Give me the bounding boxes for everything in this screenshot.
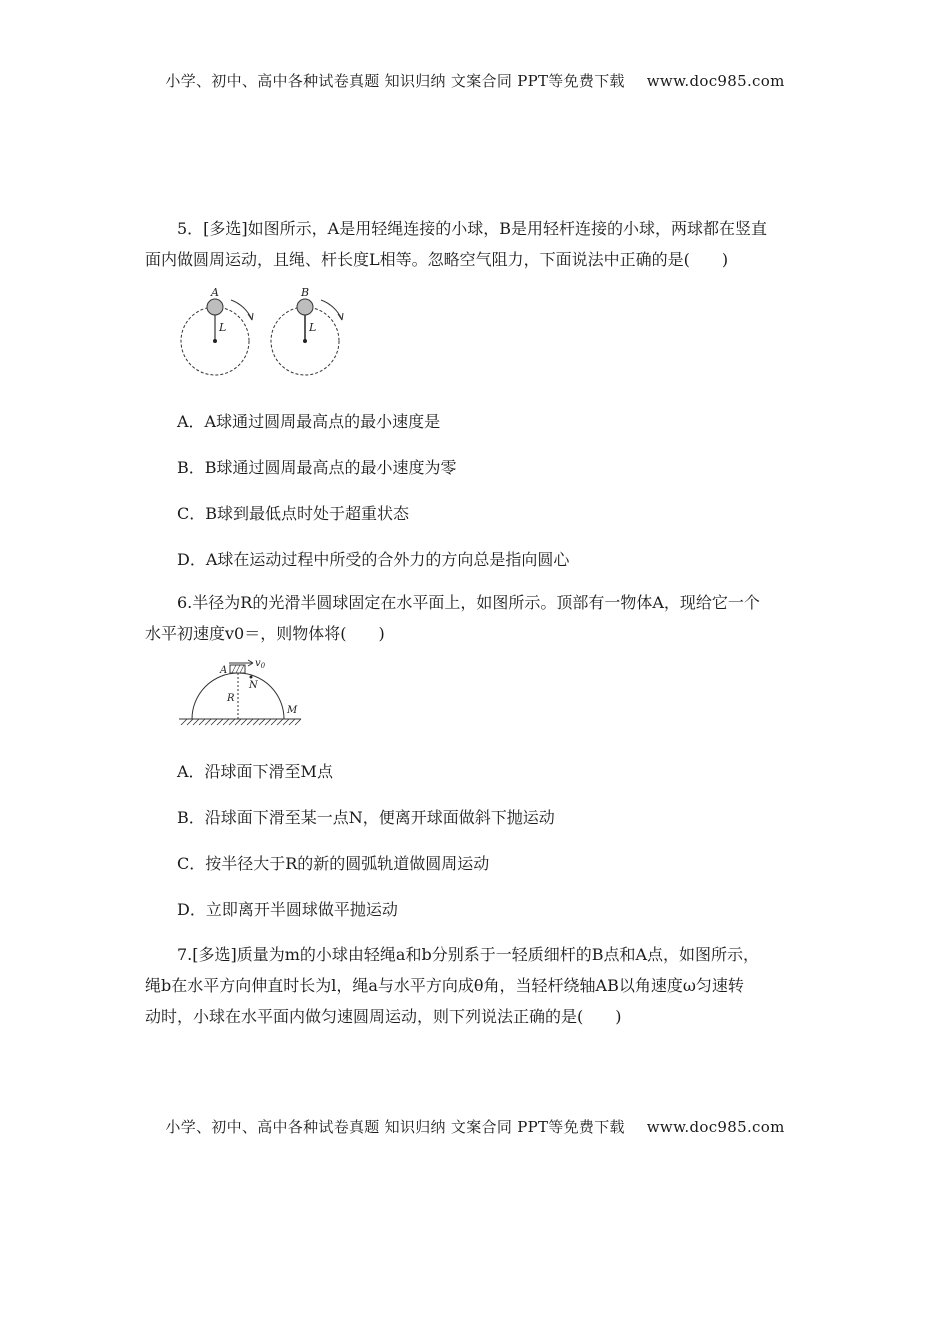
q5-ball-a [207, 299, 223, 315]
q7-line2: 绳b在水平方向伸直时长为l，绳a与水平方向成θ角，当轻杆绕轴AB以角速度ω匀速转 [145, 976, 744, 995]
q5-label-l-a: L [219, 321, 227, 334]
q6-point-n [250, 676, 253, 679]
q6-ground-hatch [181, 719, 301, 725]
q6-figure [179, 655, 319, 735]
q6-label-a: A [220, 665, 228, 676]
footer-text: 小学、初中、高中各种试卷真题 知识归纳 文案合同 PPT等免费下载 [165, 1118, 625, 1136]
q5-option-a: A．A球通过圆周最高点的最小速度是 [177, 412, 441, 431]
q6-option-a: A．沿球面下滑至M点 [177, 762, 333, 781]
q6-option-c: C．按半径大于R的新的圆弧轨道做圆周运动 [177, 854, 490, 873]
q5-option-c: C．B球到最低点时处于超重状态 [177, 504, 410, 523]
question-content [145, 213, 810, 1032]
q6-label-r: R [227, 693, 235, 704]
q5-label-b: B [301, 287, 310, 299]
q6-label-v0: $v_0$ [255, 658, 266, 670]
q5-ball-b [297, 299, 313, 315]
q5-option-b: B．B球通过圆周最高点的最小速度为零 [177, 458, 457, 477]
q6-line2: 水平初速度v0＝，则物体将( ) [145, 624, 385, 643]
footer-url: www.doc985.com [646, 1118, 785, 1136]
q6-label-m: M [287, 705, 298, 716]
q6-block-a [230, 665, 245, 673]
header-url: www.doc985.com [646, 72, 785, 90]
q5-figure [175, 287, 395, 387]
q5-arrow-b [321, 300, 342, 320]
q5-line2: 面内做圆周运动，且绳、杆长度L相等。忽略空气阻力，下面说法中正确的是( ) [145, 250, 729, 269]
q6-option-b: B．沿球面下滑至某一点N，便离开球面做斜下抛运动 [177, 808, 555, 827]
q7-line1: 7.[多选]质量为m的小球由轻绳a和b分别系于一轻质细杆的B点和A点，如图所示， [177, 945, 760, 964]
header-text: 小学、初中、高中各种试卷真题 知识归纳 文案合同 PPT等免费下载 [165, 72, 625, 90]
page-header [0, 70, 950, 91]
q5-line1: 5．[多选]如图所示，A是用轻绳连接的小球，B是用轻杆连接的小球，两球都在竖直 [177, 219, 767, 238]
q5-arrow-a [231, 300, 252, 320]
q6-line1: 6.半径为R的光滑半圆球固定在水平面上，如图所示。顶部有一物体A，现给它一个 [177, 593, 760, 612]
q6-hemisphere [192, 673, 284, 719]
q6-option-d: D．立即离开半圆球做平抛运动 [177, 900, 398, 919]
q5-center-a [213, 339, 217, 343]
q6-label-n: N [249, 680, 258, 691]
q5-label-a: A [211, 287, 219, 299]
q7-line3: 动时，小球在水平面内做匀速圆周运动，则下列说法正确的是( ) [145, 1007, 622, 1026]
q5-option-d: D．A球在运动过程中所受的合外力的方向总是指向圆心 [177, 550, 570, 569]
q5-label-l-b: L [309, 321, 317, 334]
q5-center-b [303, 339, 307, 343]
page-footer [0, 1116, 950, 1137]
